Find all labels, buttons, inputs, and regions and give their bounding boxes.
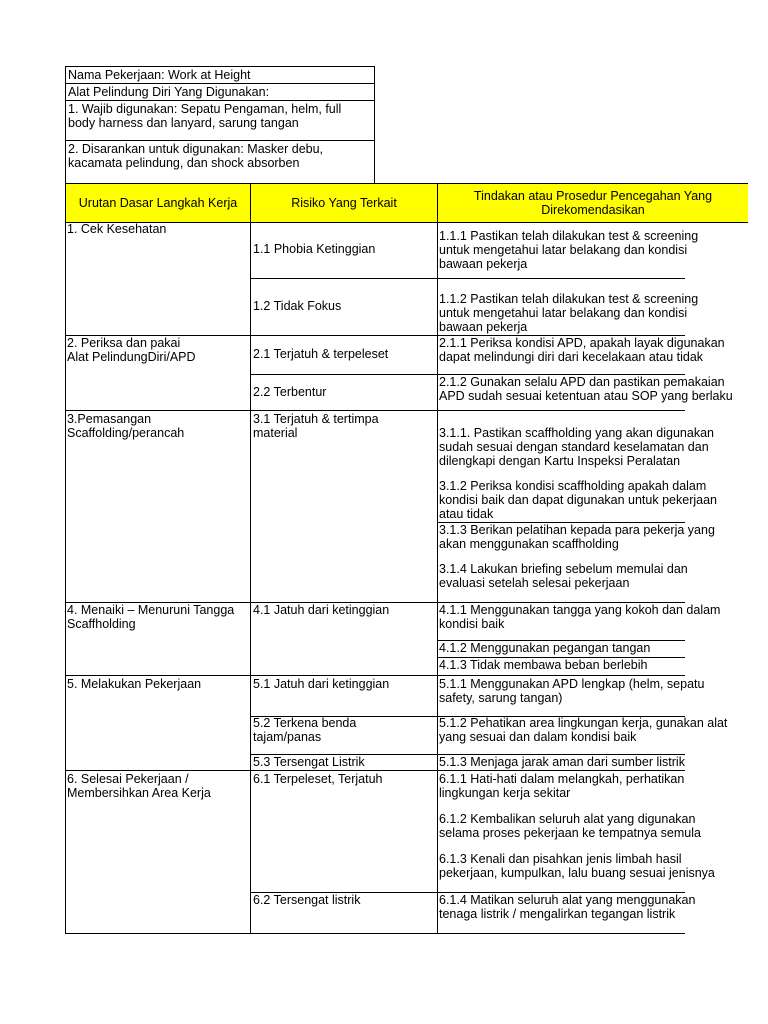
action-5-1-1 [439, 677, 705, 705]
action-5-1-2 [439, 716, 728, 744]
action-6-1-4 [439, 893, 696, 921]
action-6-1-1 [439, 772, 685, 800]
action-4-1-3 [439, 658, 685, 672]
header-risks [250, 183, 438, 223]
step-6 [67, 772, 211, 800]
action-line: safety, sarung tangan) [439, 691, 563, 705]
action-5-1-3 [439, 755, 685, 769]
action-line: 1.1.1 Pastikan telah dilakukan test & screening [439, 229, 699, 243]
risk-line: 3.1 Terjatuh & tertimpa [253, 412, 379, 426]
ppe-recommended-line: 2. Disarankan untuk digunakan: Masker debu, [68, 142, 324, 156]
step-5 [67, 677, 201, 691]
step-3 [67, 412, 184, 440]
header-actions-label-line1: Tindakan atau Prosedur Pencegahan Yang [473, 189, 713, 203]
action-line: 1.1.2 Pastikan telah dilakukan test & screening [439, 292, 699, 306]
action-3-1-3 [439, 523, 715, 551]
header-steps [65, 183, 251, 223]
risk-line: 1.1 Phobia Ketinggian [253, 242, 376, 256]
action-2-1-2 [439, 375, 733, 403]
risk-line: 5.1 Jatuh dari ketinggian [253, 677, 390, 691]
action-line: dilengkapi dengan Kartu Inspeksi Peralatan [439, 454, 681, 468]
header-actions-label-line2: Direkomendasikan [541, 203, 645, 217]
action-line: 2.1.1 Periksa kondisi APD, apakah layak digunakan [439, 336, 725, 350]
risk-5-3 [253, 755, 365, 769]
action-4-1-1 [439, 603, 721, 631]
job-name-cell [65, 66, 375, 84]
step-6-line: Membersihkan Area Kerja [67, 786, 211, 800]
risk-2-1 [253, 347, 388, 361]
risk-line: 6.1 Terpeleset, Terjatuh [253, 772, 383, 786]
ppe-recommended-line: kacamata pelindung, dan shock absorben [68, 156, 300, 170]
action-1-1-2 [439, 292, 699, 334]
action-1-1-1 [439, 229, 699, 271]
action-line: 2.1.2 Gunakan selalu APD dan pastikan pemakaian [439, 375, 725, 389]
action-line: 5.1.3 Menjaga jarak aman dari sumber listrik [439, 755, 685, 769]
action-line: tenaga listrik / mengalirkan tegangan listrik [439, 907, 676, 921]
risk-1-1 [253, 242, 375, 256]
job-name-text: Nama Pekerjaan: Work at Height [68, 68, 251, 82]
risk-line: material [253, 426, 298, 440]
step-2 [67, 336, 196, 364]
ppe-recommended-cell [65, 140, 375, 184]
action-6-1-3 [439, 852, 715, 880]
step-3-line: 3.Pemasangan [67, 412, 152, 426]
ppe-title-text: Alat Pelindung Diri Yang Digunakan: [68, 85, 270, 99]
header-actions [437, 183, 748, 223]
action-line: 5.1.1 Menggunakan APD lengkap (helm, sepatu [439, 677, 705, 691]
step-3-line: Scaffolding/perancah [67, 426, 185, 440]
risk-1-2 [253, 299, 341, 313]
ppe-required-cell [65, 100, 375, 141]
header-steps-label: Urutan Dasar Langkah Kerja [78, 196, 238, 210]
header-risks-label: Risiko Yang Terkait [291, 196, 397, 210]
step-4-line: 4. Menaiki – Menuruni Tangga [67, 603, 235, 617]
action-line: selama proses pekerjaan ke tempatnya semula [439, 826, 701, 840]
action-line: 4.1.3 Tidak membawa beban berlebih [439, 658, 648, 672]
step-6-line: 6. Selesai Pekerjaan / [67, 772, 189, 786]
action-line: 6.1.3 Kenali dan pisahkan jenis limbah hasil [439, 852, 682, 866]
step-2-line: Alat PelindungDiri/APD [67, 350, 196, 364]
action-line: untuk mengetahui latar belakang dan kondisi [439, 306, 688, 320]
risk-5-2 [253, 716, 356, 744]
risk-line: 2.1 Terjatuh & terpeleset [253, 347, 389, 361]
action-line: kondisi baik [439, 617, 505, 631]
step-1-line: 1. Cek Kesehatan [67, 222, 167, 236]
ppe-required-line: body harness dan lanyard, sarung tangan [68, 116, 299, 130]
action-line: dapat melindungi diri dari kecelakaan atau tidak [439, 350, 704, 364]
action-line: bawaan pekerja [439, 257, 528, 271]
ppe-title-cell [65, 83, 375, 101]
action-2-1-1 [439, 336, 725, 364]
action-line: 6.1.4 Matikan seluruh alat yang menggunakan [439, 893, 696, 907]
action-line: atau tidak [439, 507, 494, 521]
risk-line: 1.2 Tidak Fokus [253, 299, 342, 313]
ppe-required-line: 1. Wajib digunakan: Sepatu Pengaman, helm, full [68, 102, 342, 116]
step-2-line: 2. Periksa dan pakai [67, 336, 181, 350]
action-line: 3.1.2 Periksa kondisi scaffholding apakah dalam [439, 479, 707, 493]
action-line: 4.1.1 Menggunakan tangga yang kokoh dan dalam [439, 603, 721, 617]
risk-line: 5.3 Tersengat Listrik [253, 755, 365, 769]
action-line: kondisi baik dan dapat digunakan untuk pekerjaan [439, 493, 717, 507]
step-4 [67, 603, 234, 631]
risk-line: 2.2 Terbentur [253, 385, 327, 399]
risk-line: 6.2 Tersengat listrik [253, 893, 361, 907]
action-line: 3.1.4 Lakukan briefing sebelum memulai dan [439, 562, 688, 576]
risk-4-1 [253, 603, 389, 617]
risk-line: 5.2 Terkena benda [253, 716, 357, 730]
action-line: pekerjaan, kumpulkan, lalu buang sesuai jenisnya [439, 866, 715, 880]
action-line: yang sesuai dan dalam kondisi baik [439, 730, 637, 744]
action-line: 6.1.2 Kembalikan seluruh alat yang digunakan [439, 812, 696, 826]
risk-line: 4.1 Jatuh dari ketinggian [253, 603, 390, 617]
action-3-1-1 [439, 426, 714, 468]
action-line: 6.1.1 Hati-hati dalam melangkah, perhatikan [439, 772, 685, 786]
action-line: 4.1.2 Menggunakan pegangan tangan [439, 641, 651, 655]
action-line: APD sudah sesuai ketentuan atau SOP yang berlaku [439, 389, 733, 403]
risk-5-1 [253, 677, 389, 691]
risk-line: tajam/panas [253, 730, 322, 744]
risk-6-2 [253, 893, 360, 907]
action-4-1-2 [439, 641, 685, 655]
action-line: 5.1.2 Pehatikan area lingkungan kerja, gunakan alat [439, 716, 728, 730]
action-line: lingkungan kerja sekitar [439, 786, 571, 800]
action-line: 3.1.3 Berikan pelatihan kepada para pekerja yang [439, 523, 715, 537]
risk-3-1 [253, 412, 379, 440]
action-3-1-2 [439, 479, 717, 521]
action-6-1-2 [439, 812, 701, 840]
action-line: sudah sesuai dengan standard keselamatan dan [439, 440, 709, 454]
risk-2-2 [253, 385, 326, 399]
action-line: evaluasi setelah selesai pekerjaan [439, 576, 630, 590]
risk-6-1 [253, 772, 383, 786]
action-3-1-4 [439, 562, 688, 590]
action-line: akan menggunakan scaffholding [439, 537, 619, 551]
step-5-line: 5. Melakukan Pekerjaan [67, 677, 202, 691]
action-line: bawaan pekerja [439, 320, 528, 334]
action-line: 3.1.1. Pastikan scaffholding yang akan digunakan [439, 426, 714, 440]
step-4-line: Scaffholding [67, 617, 136, 631]
action-line: untuk mengetahui latar belakang dan kondisi [439, 243, 688, 257]
step-1 [67, 222, 166, 236]
